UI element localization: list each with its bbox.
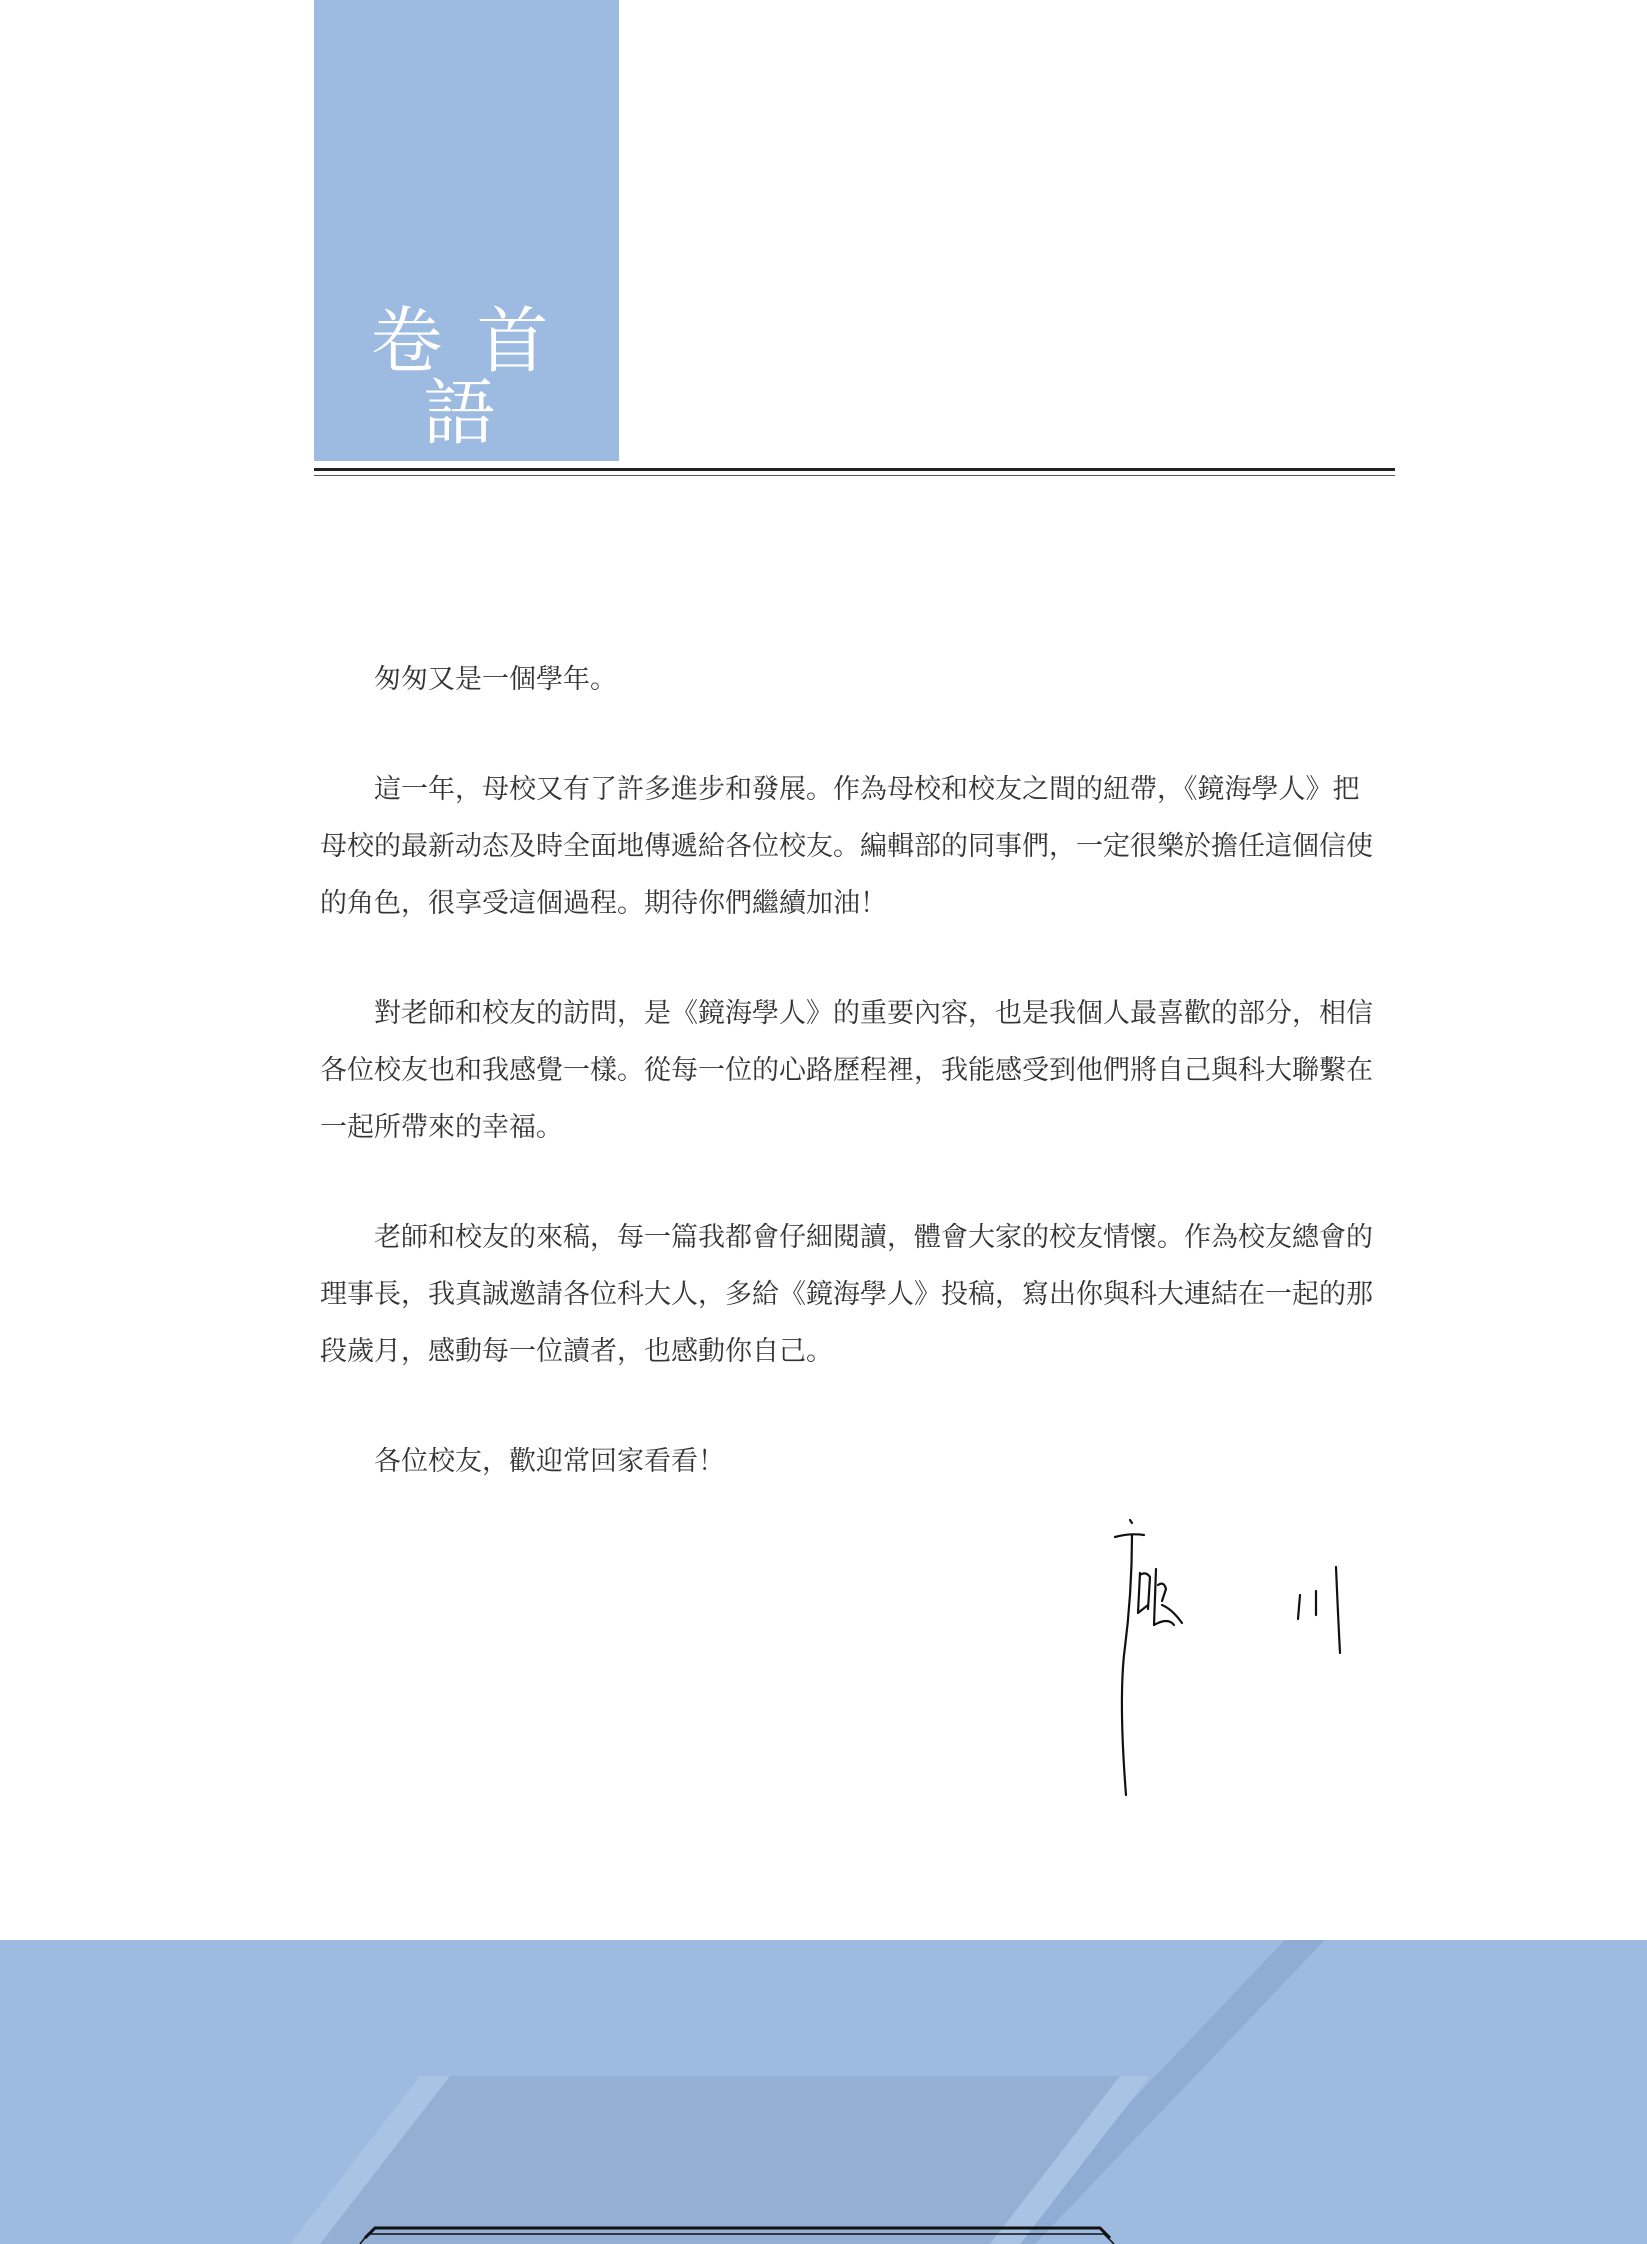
- title-rule-thin: [314, 475, 1395, 476]
- letter-paragraph-4: 老師和校友的來稿，每一篇我都會仔細閱讀，體會大家的校友情懷。作為校友總會的理事長，我真誠邀請各位科大人，多給《鏡海學人》投稿，寫出你與科大連結在一起的那段歲月，感動每一位讀者，也感動你自己。: [320, 1222, 1373, 1367]
- footer-decoration: [0, 1940, 1647, 2244]
- page-title: 卷首語: [370, 299, 583, 455]
- signature-drawing: [1110, 1505, 1410, 1805]
- letter-paragraph-5: 各位校友，歡迎常回家看看！: [374, 1446, 725, 1477]
- letter-body: [320, 651, 1385, 1543]
- letter-paragraph-1: 匆匆又是一個學年。: [374, 664, 617, 695]
- letter-paragraph-2: 這一年，母校又有了許多進步和發展。作為母校和校友之間的紐帶，《鏡海學人》把母校的最新动态及時全面地傳遞給各位校友。編輯部的同事們，一定很樂於擔任這個信使的角色，很享受這個過程。期待你們繼續加油！: [320, 774, 1373, 919]
- handwritten-signature: [1110, 1505, 1410, 1805]
- title-rule-thick: [314, 468, 1395, 471]
- footer-band: [0, 1940, 1647, 2244]
- title-banner: [314, 0, 619, 461]
- letter-paragraph-3: 對老師和校友的訪問，是《鏡海學人》的重要內容，也是我個人最喜歡的部分，相信各位校友也和我感覺一樣。從每一位的心路歷程裡，我能感受到他們將自己與科大聯繫在一起所帶來的幸福。: [320, 998, 1373, 1143]
